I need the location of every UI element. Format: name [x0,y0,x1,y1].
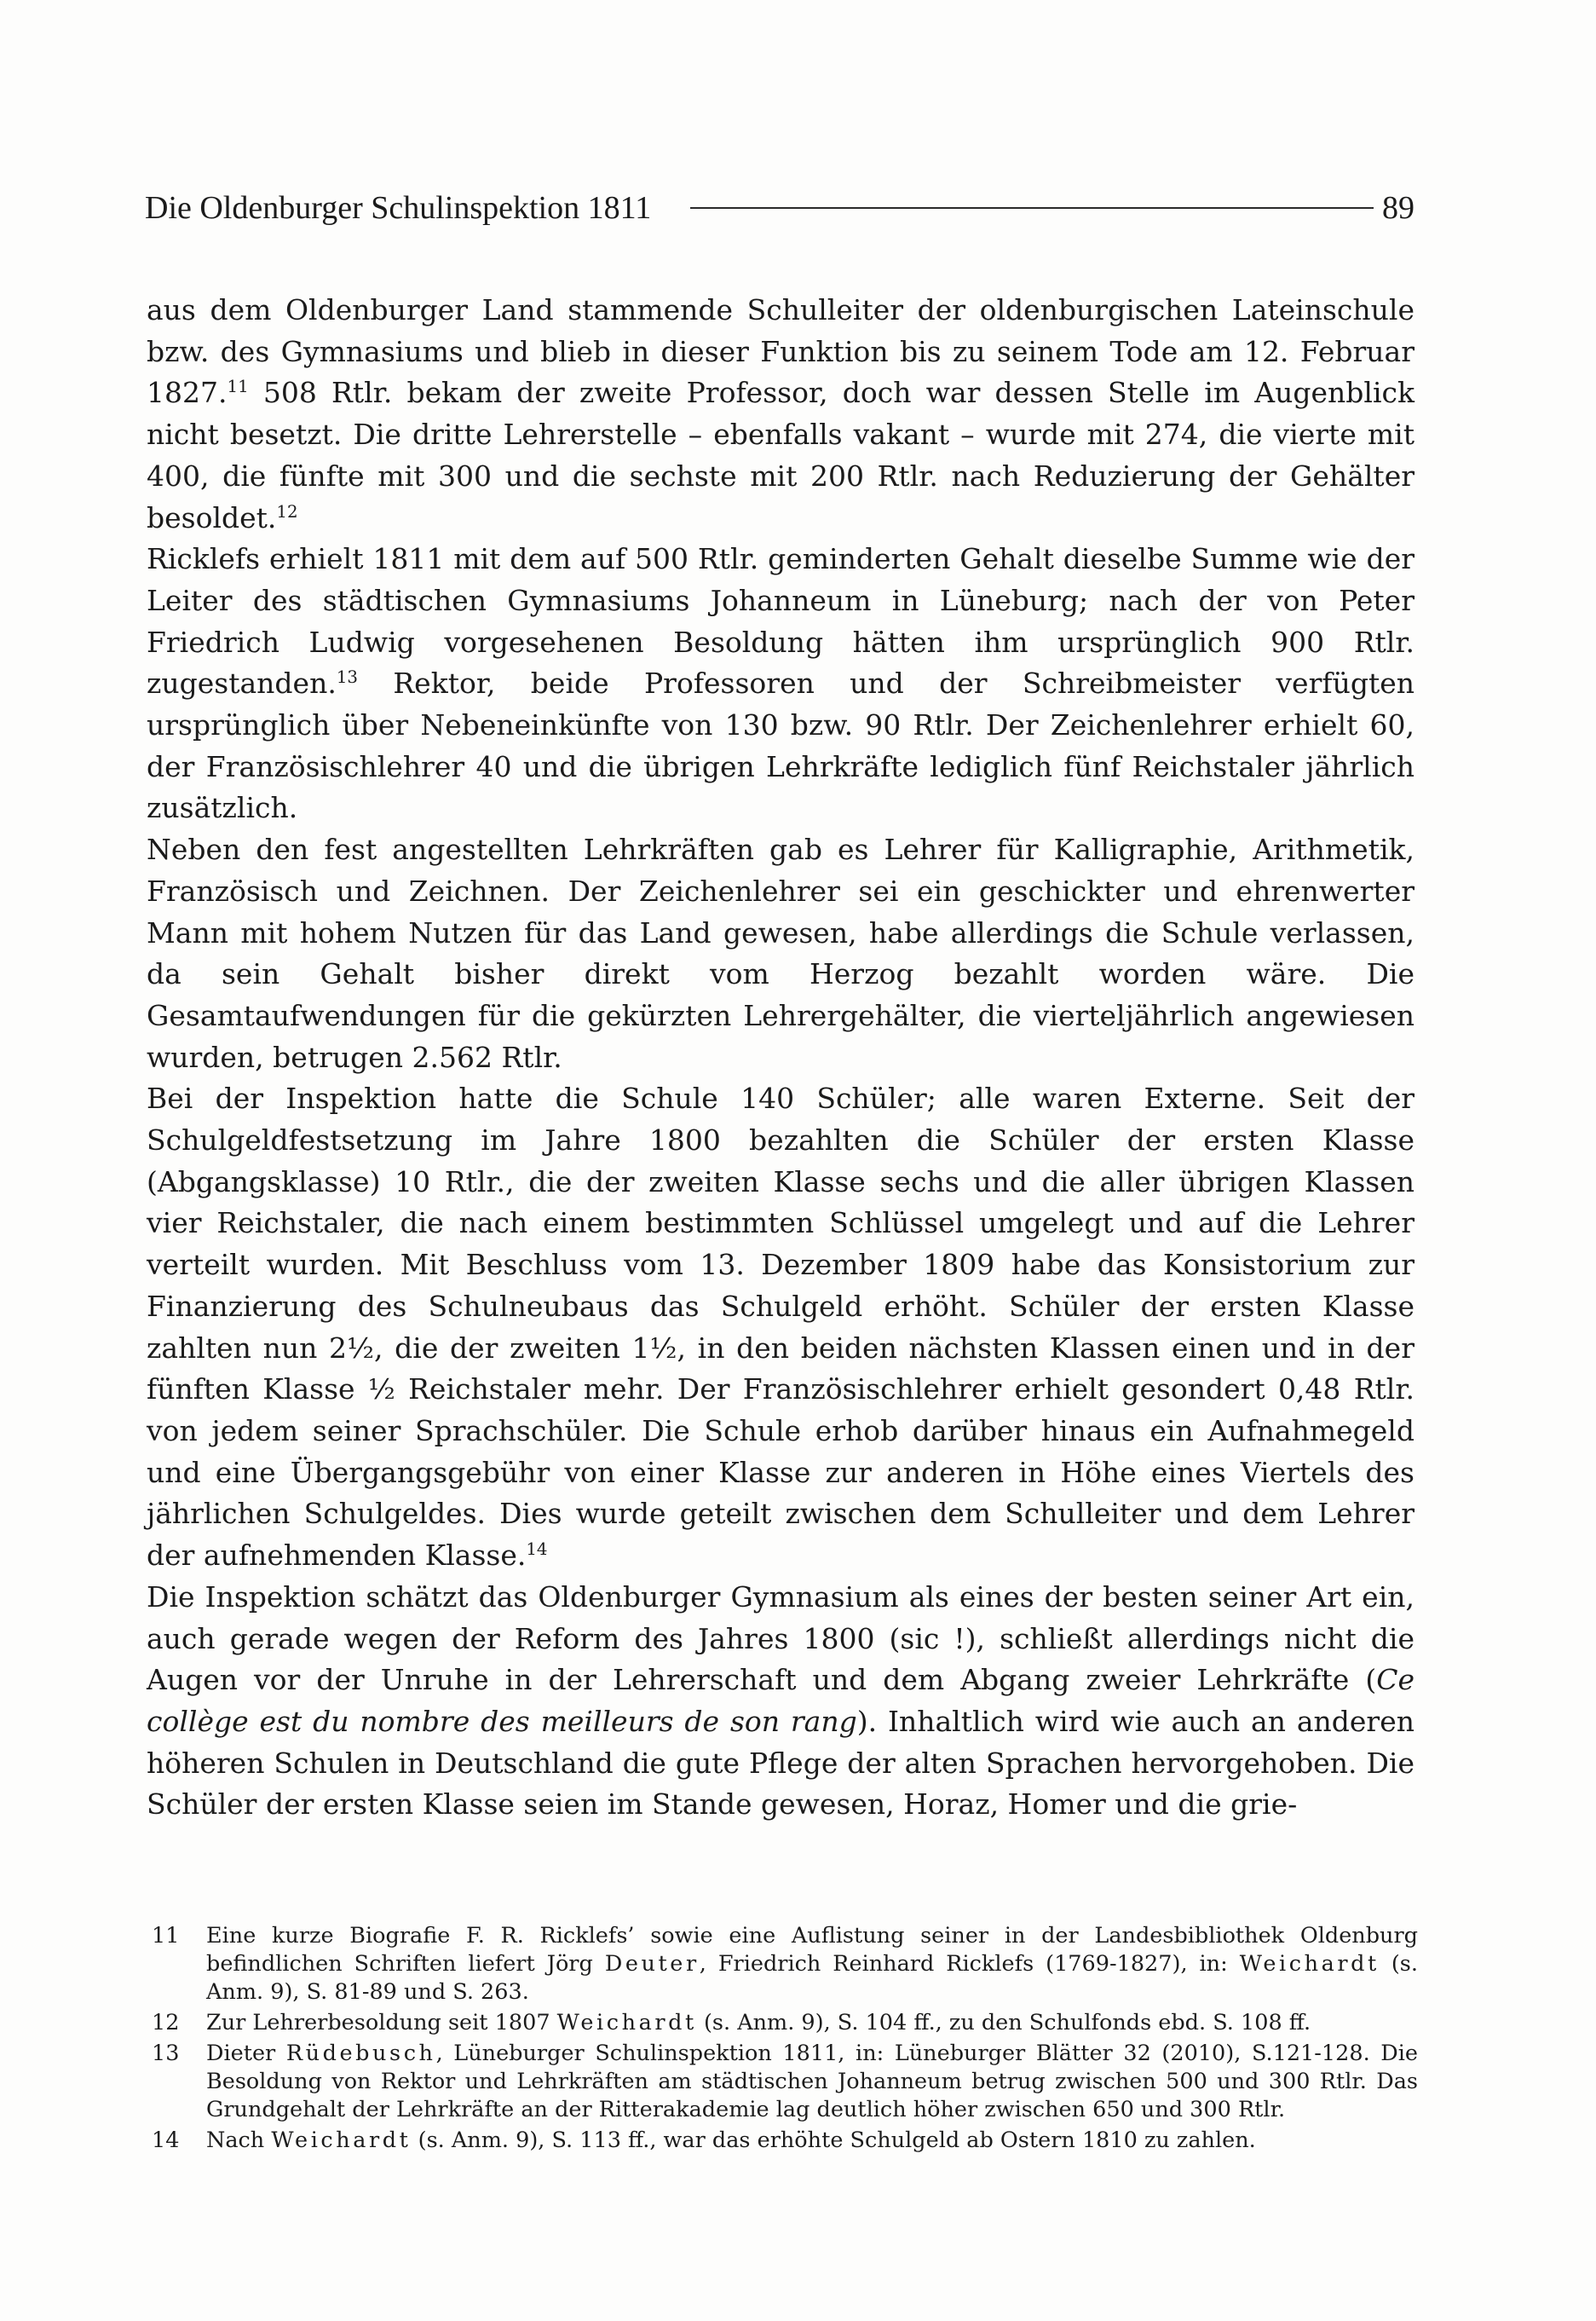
spaced-name: Deuter [604,1951,700,1977]
text-run: Eine kurze Biografie F. R. Ricklefs’ sowie eine Auflistung seiner in der Landesbibliothek Oldenburg befindlichen Schriften liefert Jörg [206,1923,1418,1977]
text-run: Die Inspektion schätzt das Oldenburger Gymnasium als eines der besten seiner Art ein, auch gerade wegen der Reform des Jahres 1800 (sic !), schließt allerdings nicht die Augen vor der Unruhe in der Lehrerschaft und dem Abgang zweier Lehrkräfte ( [147,1579,1415,1697]
footnote-number: 11 [152,1923,180,1949]
text-run: Zur Lehrerbesoldung seit 1807 [206,2010,557,2035]
footnote-number: 12 [152,2010,180,2035]
text-run: Ricklefs erhielt 1811 mit dem auf 500 Rtlr. geminderten Gehalt dieselbe Summe wie der Leiter des städtischen Gymnasiums Johanneum in Lüneburg; nach der von Peter Friedrich Ludwig vorgesehenen Besoldung hätten ihm ursprünglich 900 Rtlr. zugestanden. [147,542,1415,701]
page-number: 89 [1382,190,1415,226]
footnote-ref: 14 [526,1539,548,1560]
footnotes [152,1922,1418,2157]
spaced-name: Rüdebusch [285,2041,436,2066]
header-rule [690,207,1374,209]
text-run: Dieter [206,2041,286,2066]
footnote-ref: 11 [227,377,249,397]
text-run: , Lüneburger Schulinspektion 1811, in: Lüneburger Blätter 32 (2010), S.121-128. Die Besoldung von Rektor und Lehrkräften am städtischen Johanneum betrug zwischen 500 und 300 Rtlr. Das Grundgehalt der Lehrkräfte an der Ritterakademie lag deutlich höher zwischen 650 und 300 Rtlr. [206,2041,1418,2122]
footnote-number: 13 [152,2041,180,2066]
footnote-text [206,2040,1418,2124]
text-run: ). Inhaltlich wird wie auch an anderen höheren Schulen in Deutschland die gute Pflege der alten Sprachen hervorgehoben. Die Schüler der ersten Klasse seien im Stande gewesen, Horaz, Homer und die grie- [147,1704,1415,1822]
footnote-ref: 13 [336,667,358,688]
body-paragraph [147,1577,1415,1826]
body-paragraph [147,539,1415,829]
footnote-number: 14 [152,2128,180,2153]
body-paragraph [147,1078,1415,1576]
text-run: aus dem Oldenburger Land stammende Schulleiter der oldenburgischen Lateinschule bzw. des Gymnasiums und blieb in dieser Funktion bis zu seinem Tode am 12. Februar 1827. [147,293,1415,410]
footnote [152,2127,1418,2155]
spaced-name: Weichardt [556,2010,697,2035]
text-run: (s. Anm. 9), S. 104 ff., zu den Schulfonds ebd. S. 108 ff. [696,2010,1311,2035]
running-head-title: Die Oldenburger Schulinspektion 1811 [145,190,652,226]
footnote-text [206,1922,1418,2006]
text-run: 508 Rtlr. bekam der zweite Professor, doch war dessen Stelle im Augenblick nicht besetzt. Die dritte Lehrerstelle – ebenfalls vakant – wurde mit 274, die vierte mit 400, die fünfte mit 300 und die sechste mit 200 Rtlr. nach Reduzierung der Gehälter besoldet. [147,376,1415,534]
footnote-text [206,2127,1418,2155]
text-run: (s. Anm. 9), S. 81-89 und S. 263. [206,1951,1418,2005]
text-run: (s. Anm. 9), S. 113 ff., war das erhöhte Schulgeld ab Ostern 1810 zu zahlen. [411,2128,1256,2153]
footnote-ref: 12 [276,501,298,522]
footnote-text [206,2009,1418,2037]
body-paragraph [147,290,1415,539]
running-head [145,184,1415,232]
text-run: Rektor, beide Professoren und der Schreibmeister verfügten ursprünglich über Nebeneinkünfte von 130 bzw. 90 Rtlr. Der Zeichenlehrer erhielt 60, der Französischlehrer 40 und die übrigen Lehrkräfte lediglich fünf Reichstaler jährlich zusätzlich. [147,667,1415,825]
body-paragraph [147,829,1415,1078]
italic-quote: Ce collège est du nombre des meilleurs de son rang [147,1663,1415,1738]
text-run: , Friedrich Reinhard Ricklefs (1769-1827), in: [699,1951,1240,1977]
text-run: Bei der Inspektion hatte die Schule 140 Schüler; alle waren Externe. Seit der Schulgeldfestsetzung im Jahre 1800 bezahlten die Schüler der ersten Klasse (Abgangsklasse) 10 Rtlr., die der zweiten Klasse sechs und die aller übrigen Klassen vier Reichstaler, die nach einem bestimmten Schlüssel umgelegt und auf die Lehrer verteilt wurden. Mit Beschluss vom 13. Dezember 1809 habe das Konsistorium zur Finanzierung des Schulneubaus das Schulgeld erhöht. Schüler der ersten Klasse zahlten nun 2½, die der zweiten 1½, in den beiden nächsten Klassen einen und in der fünften Klasse ½ Reichstaler mehr. Der Französischlehrer erhielt gesondert 0,48 Rtlr. von jedem seiner Sprachschüler. Die Schule erhob darüber hinaus ein Aufnahmegeld und eine Übergangsgebühr von einer Klasse zur anderen in Höhe eines Viertels des jährlichen Schulgeldes. Dies wurde geteilt zwischen dem Schulleiter und dem Lehrer der aufnehmenden Klasse. [147,1082,1415,1573]
spaced-name: Weichardt [1239,1951,1380,1977]
footnote [152,1922,1418,2006]
footnote [152,2040,1418,2124]
spaced-name: Weichardt [271,2128,412,2153]
footnote [152,2009,1418,2037]
body-text [147,290,1415,1826]
text-run: Nach [206,2128,272,2153]
text-run: Neben den fest angestellten Lehrkräften gab es Lehrer für Kalligraphie, Arithmetik, Französisch und Zeichnen. Der Zeichenlehrer sei ein geschickter und ehrenwerter Mann mit hohem Nutzen für das Land gewesen, habe allerdings die Schule verlassen, da sein Gehalt bisher direkt vom Herzog bezahlt worden wäre. Die Gesamtaufwendungen für die gekürzten Lehrergehälter, die vierteljährlich angewiesen wurden, betrugen 2.562 Rtlr. [147,833,1415,1074]
